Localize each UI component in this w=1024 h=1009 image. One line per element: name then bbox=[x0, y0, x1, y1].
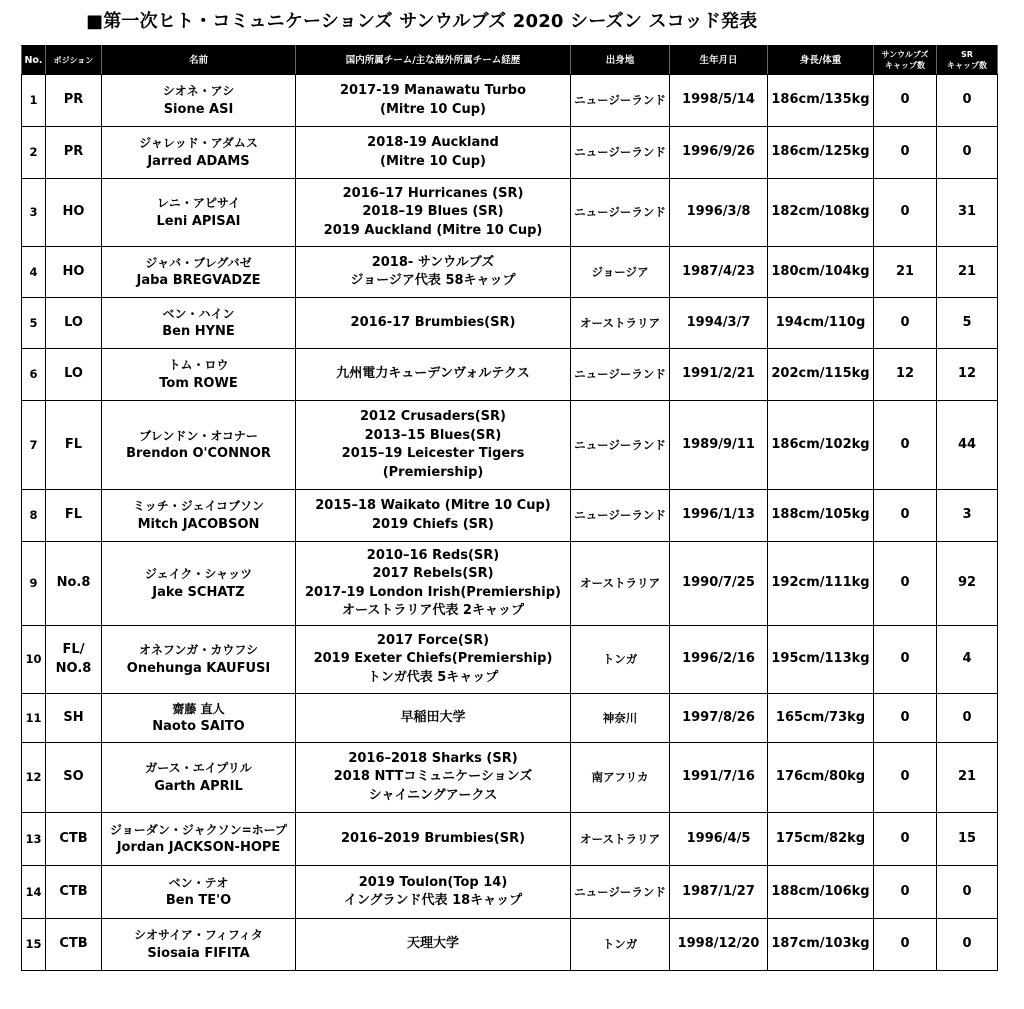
cell-line: シャイニングアークス bbox=[368, 787, 498, 803]
cell-line: PR bbox=[63, 92, 84, 108]
cell-line: NO.8 bbox=[55, 660, 92, 676]
cell-line: FL bbox=[64, 436, 83, 452]
cell-name bbox=[102, 542, 296, 626]
cell-sunwolves-caps: 0 bbox=[874, 813, 937, 866]
cell-line: イングランド代表 18キャップ bbox=[343, 893, 523, 908]
cell-height-weight: 187cm/103kg bbox=[768, 919, 874, 971]
cell-height-weight: 188cm/106kg bbox=[768, 866, 874, 919]
cell-birth: 1994/3/7 bbox=[670, 298, 768, 349]
cell-clubs bbox=[296, 349, 571, 401]
cell-line: 天理大学 bbox=[406, 936, 459, 952]
cell-line: Jarred ADAMS bbox=[147, 153, 250, 169]
cell-sr-caps: 0 bbox=[937, 75, 998, 127]
cell-name bbox=[102, 490, 296, 542]
cell-name bbox=[102, 813, 296, 866]
cell-position bbox=[46, 401, 102, 490]
cell-line: 2019 Auckland (Mitre 10 Cup) bbox=[323, 222, 543, 238]
header-line: キャップ数 bbox=[947, 61, 987, 70]
cell-no: 14 bbox=[22, 866, 46, 919]
cell-origin: オーストラリア bbox=[571, 813, 670, 866]
cell-line: Siosaia FIFITA bbox=[147, 945, 250, 961]
cell-name bbox=[102, 694, 296, 743]
cell-clubs bbox=[296, 813, 571, 866]
cell-no: 15 bbox=[22, 919, 46, 971]
cell-clubs bbox=[296, 127, 571, 179]
cell-sr-caps: 0 bbox=[937, 127, 998, 179]
cell-clubs bbox=[296, 247, 571, 298]
col-header-origin: 出身地 bbox=[571, 46, 670, 75]
cell-line: LO bbox=[64, 366, 83, 382]
cell-origin: ニュージーランド bbox=[571, 401, 670, 490]
cell-height-weight: 186cm/102kg bbox=[768, 401, 874, 490]
col-header-birth: 生年月日 bbox=[670, 46, 768, 75]
cell-birth: 1997/8/26 bbox=[670, 694, 768, 743]
cell-name bbox=[102, 75, 296, 127]
cell-name bbox=[102, 179, 296, 247]
header-row bbox=[22, 46, 998, 75]
cell-no: 7 bbox=[22, 401, 46, 490]
cell-line: CTB bbox=[59, 883, 88, 899]
cell-line: Onehunga KAUFUSI bbox=[126, 660, 271, 676]
cell-position bbox=[46, 866, 102, 919]
cell-line: HO bbox=[62, 263, 85, 279]
cell-sr-caps: 5 bbox=[937, 298, 998, 349]
cell-line: SO bbox=[63, 769, 84, 785]
cell-height-weight: 192cm/111kg bbox=[768, 542, 874, 626]
col-header-no: No. bbox=[22, 46, 46, 75]
cell-birth: 1987/4/23 bbox=[670, 247, 768, 298]
cell-sr-caps: 3 bbox=[937, 490, 998, 542]
header-line: キャップ数 bbox=[885, 61, 925, 70]
cell-line: Jaba BREGVADZE bbox=[136, 273, 261, 288]
cell-line: ブレンドン・オコナー bbox=[139, 428, 258, 443]
cell-position bbox=[46, 247, 102, 298]
cell-sunwolves-caps: 0 bbox=[874, 694, 937, 743]
cell-birth: 1998/5/14 bbox=[670, 75, 768, 127]
col-header-name: 名前 bbox=[102, 46, 296, 75]
cell-sunwolves-caps: 0 bbox=[874, 75, 937, 127]
cell-no: 9 bbox=[22, 542, 46, 626]
cell-clubs bbox=[296, 542, 571, 626]
cell-birth: 1998/12/20 bbox=[670, 919, 768, 971]
cell-line: ジャレッド・アダムス bbox=[139, 136, 258, 150]
cell-line: CTB bbox=[59, 936, 88, 952]
cell-sunwolves-caps: 21 bbox=[874, 247, 937, 298]
cell-clubs bbox=[296, 694, 571, 743]
cell-no: 1 bbox=[22, 75, 46, 127]
cell-birth: 1991/2/21 bbox=[670, 349, 768, 401]
table-row bbox=[22, 813, 998, 866]
table-row bbox=[22, 298, 998, 349]
cell-no: 8 bbox=[22, 490, 46, 542]
cell-line: 2018–19 Blues (SR) bbox=[362, 204, 504, 220]
cell-clubs bbox=[296, 919, 571, 971]
cell-line: (Mitre 10 Cup) bbox=[380, 101, 486, 117]
cell-origin: オーストラリア bbox=[571, 542, 670, 626]
cell-no: 4 bbox=[22, 247, 46, 298]
cell-birth: 1987/1/27 bbox=[670, 866, 768, 919]
cell-height-weight: 195cm/113kg bbox=[768, 626, 874, 694]
cell-birth: 1996/1/13 bbox=[670, 490, 768, 542]
cell-position bbox=[46, 490, 102, 542]
cell-name bbox=[102, 127, 296, 179]
cell-sunwolves-caps: 0 bbox=[874, 542, 937, 626]
cell-line: Mitch JACOBSON bbox=[137, 516, 260, 532]
cell-position bbox=[46, 75, 102, 127]
cell-line: シオネ・アシ bbox=[162, 84, 235, 98]
cell-line: CTB bbox=[59, 830, 88, 846]
cell-line: FL/ bbox=[62, 642, 85, 657]
cell-line: Jake SCHATZ bbox=[152, 584, 245, 600]
cell-origin: 神奈川 bbox=[571, 694, 670, 743]
cell-clubs bbox=[296, 743, 571, 813]
cell-clubs bbox=[296, 401, 571, 490]
cell-line: 2017 Force(SR) bbox=[376, 632, 490, 648]
cell-sunwolves-caps: 0 bbox=[874, 626, 937, 694]
cell-line: (Mitre 10 Cup) bbox=[380, 153, 486, 169]
cell-line: ミッチ・ジェイコブソン bbox=[132, 499, 265, 513]
cell-sunwolves-caps: 0 bbox=[874, 127, 937, 179]
cell-sunwolves-caps: 0 bbox=[874, 866, 937, 919]
cell-line: Naoto SAITO bbox=[152, 719, 245, 734]
cell-sr-caps: 0 bbox=[937, 694, 998, 743]
cell-line: ジョーダン・ジャクソン=ホープ bbox=[109, 822, 288, 837]
cell-sunwolves-caps: 0 bbox=[874, 179, 937, 247]
cell-height-weight: 176cm/80kg bbox=[768, 743, 874, 813]
cell-position bbox=[46, 694, 102, 743]
cell-line: HO bbox=[62, 204, 85, 220]
cell-line: 齋藤 直人 bbox=[172, 701, 225, 716]
cell-name bbox=[102, 919, 296, 971]
cell-line: LO bbox=[64, 314, 83, 330]
table-row bbox=[22, 866, 998, 919]
cell-sr-caps: 4 bbox=[937, 626, 998, 694]
cell-origin: ニュージーランド bbox=[571, 75, 670, 127]
cell-line: 2015–19 Leicester Tigers bbox=[341, 446, 525, 461]
cell-line: 2018 NTTコミュニケーションズ bbox=[333, 769, 533, 785]
col-header-position: ポジション bbox=[46, 46, 102, 75]
cell-origin: ニュージーランド bbox=[571, 866, 670, 919]
cell-line: 2019 Toulon(Top 14) bbox=[358, 874, 508, 890]
table-row bbox=[22, 542, 998, 626]
cell-position bbox=[46, 542, 102, 626]
cell-sr-caps: 15 bbox=[937, 813, 998, 866]
cell-line: 2018-19 Auckland bbox=[367, 135, 499, 150]
cell-name bbox=[102, 866, 296, 919]
table-row bbox=[22, 127, 998, 179]
table-row bbox=[22, 349, 998, 401]
cell-line: 2016–2018 Sharks (SR) bbox=[348, 750, 518, 766]
cell-birth: 1989/9/11 bbox=[670, 401, 768, 490]
cell-position bbox=[46, 743, 102, 813]
cell-position bbox=[46, 919, 102, 971]
cell-line: Garth APRIL bbox=[154, 778, 243, 794]
cell-line: SH bbox=[63, 709, 84, 725]
cell-sr-caps: 21 bbox=[937, 247, 998, 298]
cell-no: 10 bbox=[22, 626, 46, 694]
table-row bbox=[22, 694, 998, 743]
table-row bbox=[22, 743, 998, 813]
cell-line: ジェイク・シャッツ bbox=[144, 567, 253, 581]
table-row bbox=[22, 490, 998, 542]
cell-position bbox=[46, 298, 102, 349]
cell-sr-caps: 0 bbox=[937, 919, 998, 971]
cell-line: Brendon O'CONNOR bbox=[126, 446, 271, 461]
cell-height-weight: 188cm/105kg bbox=[768, 490, 874, 542]
cell-birth: 1996/3/8 bbox=[670, 179, 768, 247]
cell-position bbox=[46, 127, 102, 179]
cell-sr-caps: 44 bbox=[937, 401, 998, 490]
cell-no: 11 bbox=[22, 694, 46, 743]
cell-line: トム・ロウ bbox=[168, 358, 229, 372]
cell-no: 3 bbox=[22, 179, 46, 247]
cell-line: Tom ROWE bbox=[159, 375, 238, 391]
cell-position bbox=[46, 179, 102, 247]
cell-line: No.8 bbox=[56, 575, 91, 591]
cell-height-weight: 182cm/108kg bbox=[768, 179, 874, 247]
header-line: SR bbox=[961, 50, 973, 59]
cell-line: ベン・ハイン bbox=[162, 306, 235, 321]
cell-sunwolves-caps: 12 bbox=[874, 349, 937, 401]
cell-birth: 1996/2/16 bbox=[670, 626, 768, 694]
cell-height-weight: 186cm/135kg bbox=[768, 75, 874, 127]
cell-name bbox=[102, 247, 296, 298]
cell-sunwolves-caps: 0 bbox=[874, 743, 937, 813]
cell-line: (Premiership) bbox=[382, 464, 484, 480]
cell-clubs bbox=[296, 490, 571, 542]
cell-position bbox=[46, 349, 102, 401]
cell-line: ジョージア代表 58キャップ bbox=[350, 273, 516, 288]
cell-line: 2015–18 Waikato (Mitre 10 Cup) bbox=[315, 498, 551, 513]
cell-sunwolves-caps: 0 bbox=[874, 298, 937, 349]
cell-sunwolves-caps: 0 bbox=[874, 490, 937, 542]
cell-sunwolves-caps: 0 bbox=[874, 401, 937, 490]
table-row bbox=[22, 75, 998, 127]
cell-height-weight: 202cm/115kg bbox=[768, 349, 874, 401]
cell-line: 2016–17 Hurricanes (SR) bbox=[342, 185, 524, 201]
cell-no: 12 bbox=[22, 743, 46, 813]
cell-sr-caps: 92 bbox=[937, 542, 998, 626]
cell-sr-caps: 0 bbox=[937, 866, 998, 919]
cell-height-weight: 165cm/73kg bbox=[768, 694, 874, 743]
cell-line: 2010–16 Reds(SR) bbox=[366, 547, 500, 563]
cell-line: Ben TE'O bbox=[165, 893, 232, 908]
cell-origin: ジョージア bbox=[571, 247, 670, 298]
cell-birth: 1996/9/26 bbox=[670, 127, 768, 179]
col-header-clubs: 国内所属チーム/主な海外所属チーム経歴 bbox=[296, 46, 571, 75]
cell-name bbox=[102, 349, 296, 401]
cell-sr-caps: 21 bbox=[937, 743, 998, 813]
cell-height-weight: 194cm/110g bbox=[768, 298, 874, 349]
cell-origin: ニュージーランド bbox=[571, 179, 670, 247]
cell-line: シオサイア・フィフィタ bbox=[134, 928, 263, 942]
cell-origin: トンガ bbox=[571, 919, 670, 971]
cell-name bbox=[102, 626, 296, 694]
cell-line: オーストラリア代表 2キャップ bbox=[342, 603, 524, 618]
table-row bbox=[22, 247, 998, 298]
table-row bbox=[22, 919, 998, 971]
cell-sr-caps: 31 bbox=[937, 179, 998, 247]
cell-line: 九州電力キューデンヴォルテクス bbox=[336, 366, 530, 382]
cell-line: PR bbox=[63, 144, 84, 160]
squad-table bbox=[21, 45, 998, 971]
page-title: ■第一次ヒト・コミュニケーションズ サンウルブズ 2020 シーズン スコッド発表 bbox=[86, 11, 758, 32]
cell-origin: トンガ bbox=[571, 626, 670, 694]
col-header-sunwolves-caps bbox=[874, 46, 937, 75]
cell-sr-caps: 12 bbox=[937, 349, 998, 401]
cell-line: ジャバ・ブレグバゼ bbox=[145, 255, 252, 270]
cell-line: 2017 Rebels(SR) bbox=[372, 566, 494, 581]
cell-no: 5 bbox=[22, 298, 46, 349]
cell-line: 2019 Exeter Chiefs(Premiership) bbox=[313, 651, 553, 667]
col-header-sr-caps bbox=[937, 46, 998, 75]
cell-line: FL bbox=[64, 507, 83, 523]
cell-line: Sione ASI bbox=[163, 101, 234, 117]
cell-line: トンガ代表 5キャップ bbox=[367, 669, 499, 685]
cell-line: オネフンガ・カウフシ bbox=[139, 643, 258, 657]
cell-clubs bbox=[296, 626, 571, 694]
cell-birth: 1990/7/25 bbox=[670, 542, 768, 626]
cell-line: Ben HYNE bbox=[162, 324, 235, 339]
cell-clubs bbox=[296, 179, 571, 247]
cell-line: 2016-17 Brumbies(SR) bbox=[350, 314, 516, 330]
cell-line: 2013–15 Blues(SR) bbox=[364, 427, 502, 443]
cell-no: 13 bbox=[22, 813, 46, 866]
cell-line: ベン・テオ bbox=[168, 875, 229, 890]
cell-clubs bbox=[296, 298, 571, 349]
cell-origin: ニュージーランド bbox=[571, 349, 670, 401]
cell-line: 2017-19 London Irish(Premiership) bbox=[304, 584, 561, 600]
cell-line: 2017-19 Manawatu Turbo bbox=[339, 83, 527, 98]
cell-no: 6 bbox=[22, 349, 46, 401]
cell-sunwolves-caps: 0 bbox=[874, 919, 937, 971]
cell-no: 2 bbox=[22, 127, 46, 179]
cell-line: 早稲田大学 bbox=[400, 709, 466, 725]
table-row bbox=[22, 626, 998, 694]
table-row bbox=[22, 401, 998, 490]
cell-birth: 1991/7/16 bbox=[670, 743, 768, 813]
cell-height-weight: 180cm/104kg bbox=[768, 247, 874, 298]
cell-line: 2018- サンウルブズ bbox=[371, 254, 495, 270]
cell-clubs bbox=[296, 75, 571, 127]
cell-name bbox=[102, 401, 296, 490]
cell-line: 2019 Chiefs (SR) bbox=[372, 516, 494, 532]
cell-line: Leni APISAI bbox=[156, 213, 241, 229]
cell-name bbox=[102, 743, 296, 813]
cell-line: 2016–2019 Brumbies(SR) bbox=[340, 830, 526, 846]
cell-name bbox=[102, 298, 296, 349]
cell-line: 2012 Crusaders(SR) bbox=[360, 409, 506, 424]
cell-line: Jordan JACKSON-HOPE bbox=[116, 840, 281, 855]
cell-line: ガース・エイプリル bbox=[145, 761, 252, 775]
cell-origin: オーストラリア bbox=[571, 298, 670, 349]
header-line: サンウルブズ bbox=[881, 50, 929, 59]
cell-position bbox=[46, 626, 102, 694]
table-row bbox=[22, 179, 998, 247]
cell-birth: 1996/4/5 bbox=[670, 813, 768, 866]
cell-origin: 南アフリカ bbox=[571, 743, 670, 813]
cell-origin: ニュージーランド bbox=[571, 490, 670, 542]
col-header-height-weight: 身長/体重 bbox=[768, 46, 874, 75]
cell-height-weight: 175cm/82kg bbox=[768, 813, 874, 866]
cell-line: レニ・アピサイ bbox=[156, 196, 241, 210]
cell-clubs bbox=[296, 866, 571, 919]
cell-origin: ニュージーランド bbox=[571, 127, 670, 179]
cell-position bbox=[46, 813, 102, 866]
cell-height-weight: 186cm/125kg bbox=[768, 127, 874, 179]
